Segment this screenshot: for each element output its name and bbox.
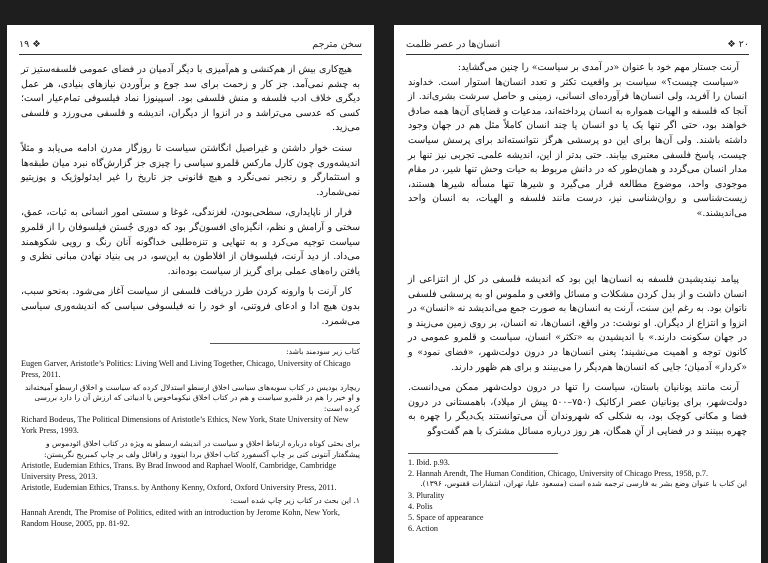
paragraph: آرنت جستار مهم خود با عنوان «در آمدی بر سیاست» را چنین می‌گشاید: (457, 62, 739, 73)
footnote-rule (408, 453, 558, 454)
page-number: ۱۹ ❖ (19, 39, 41, 50)
footnote: برای بحثی کوتاه درباره ارتباط اخلاق و سیاست در اندیشه ارسطو به ویژه در کتاب اخلاق ائودموس و پیشگفتار آنتونی کنی بر چاپ آکسفورد کتاب اخلاق بردا اینوود و رافائل ولف بر چاپ کمبریج نگریستن: (44, 439, 360, 459)
running-head: انسان‌ها در عصر ظلمت (406, 39, 501, 50)
header-rule (406, 54, 749, 55)
footnote: Hannah Arendt, The Promise of Politics, edited with an introduction by Jerome Kohn, New York, Random House, 2005, pp. 81-92. (21, 507, 340, 528)
footnotes (408, 457, 747, 534)
paragraph: هیچ‌کاری بیش از هم‌کنشی و هم‌آمیزی با دیگر آدمیان در فضای عمومی فلسفه‌ستیز تر به چشم نمی‌آمد. جز کار و زحمت برای سد جوع و برآوردن نیازهای بنیادی، هر عمل دیگری خلاف ادب فلسفه و منش فلسفی بود. اسپینوزا نماد فیلسوفی تمام‌عیار است؛ کسی که عدسی می‌تراشد و در انزوا از دیگران، اندیشه و فلسفی می‌ورزد و فلسفی می‌زید. (21, 64, 360, 134)
footnote: Richard Bodeus, The Political Dimensions of Aristotle’s Ethics, New York, State University of New York Press, 1993. (21, 415, 349, 435)
paragraph: پیامد نیندیشیدن فلسفه به انسان‌ها این بود که اندیشه فلسفی در کل از انتزاعی از انسان داشت و از بدل کردن مشکلات و مسائل واقعی و ملموس او به پرسشی فلسفی ناتوان بود. به رغم این سنت، آرنت به انسان‌ها به صورت جمع می‌اندیشد نه «انسان» در انزوا و انتزاع از دیگران. او نوشت: در واقع، انسان‌ها، نه انسان، بر روی زمین می‌زیند و در جهان سکونت دارند.» با اندیشیدن به «تکثر» انسان، سیاست و قلمرو عمومی در کانون توجه و اهمیت می‌نشیند؛ یعنی انسان‌ها در درون دولت‌شهر، «فضای نمود» و «کردار» آدمیان؛ جایی که انسان‌ها هم‌دیگر را می‌بینند و برای هم ظهور دارند. (408, 274, 747, 373)
footnote: Eugen Garver, Aristotle’s Politics: Living Well and Living Together, Chicago, University of Chicago Press, 2011. (21, 358, 351, 379)
page-header (19, 39, 362, 53)
footnote: 1. Ibid. p.93. (408, 458, 450, 467)
paragraph: کار آرنت با وارونه کردن طرز دریافت فلسفی از سیاست آغاز می‌شود. به‌نحو سبب، بدون هیچ ادا و ادعای فروتنی، او خود را نه فیلسوفی سیاسی که اندیشه‌وری سیاسی می‌شمرد. (21, 286, 360, 327)
footnote: Aristotle, Eudemian Ethics, Trans. By Brad Inwood and Raphael Woolf, Cambridge, Cambridge University Press, 2013. (21, 461, 337, 481)
page-number: ❖ ۲۰ (727, 39, 749, 50)
right-book-page (394, 25, 761, 563)
footnotes (21, 347, 360, 529)
footnote: ریچارد بودیس در کتاب سویه‌های سیاسی اخلاق ارسطو استدلال کرده که سیاست و اخلاق ارسطو آمیخته‌اند و او خیر را هم در قلمرو سیاست و هم در کتاب اخلاق نیکوماخوس یا ادبیاتی که ارزش آن را دارد بررسی کرده است: (24, 382, 360, 413)
page-header (406, 39, 749, 53)
footnote: ۱. این بحث در کتاب زیر چاپ شده است: (230, 496, 360, 505)
footnote: 6. Action (408, 523, 439, 533)
left-book-page (7, 25, 374, 563)
main-text (21, 63, 360, 329)
footnote: 5. Space of appearance (408, 512, 484, 522)
paragraph: آرنت مانند یونانیان باستان، سیاست را تنها در درون دولت‌شهر ممکن می‌دانست. دولت‌شهر، برای یونانیان عصر ارکائیک (۷۵۰–۵۰۰ پیش از میلاد)، باهمستانی در درون فضا و مکانی کوچک بود، به شکلی که شهروندان آن می‌توانستند یک‌دیگر را چهره به چهره ببینند و در فضایی از آنِ همگان، هر روز درباره مسائل مشترک با هم گفت‌وگو (408, 382, 747, 437)
footnote: 3. Plurality (408, 490, 445, 500)
main-text-continued (408, 273, 747, 440)
header-rule (19, 54, 362, 55)
footnote: این کتاب با عنوان وضع بشر به فارسی ترجمه شده است (مسعود علیا، تهران، انتشارات ققنوس، ۱۳۹۶). (420, 479, 747, 488)
footnote: 2. Hannah Arendt, The Human Condition, Chicago, University of Chicago Press, 1958, p.7. (408, 469, 709, 478)
footnote-rule (210, 343, 360, 344)
footnote: Aristotle, Eudemian Ethics, Trans.s. by Anthony Kenny, Oxford, Oxford University Press, 2011. (21, 483, 337, 492)
block-quote: «سیاست چیست؟» سیاست بر واقعیت تکثر و تعدد انسان‌ها استوار است. خداوند انسان را آفرید، ولی انسان‌ها فرآورده‌ای انسانی، زمینی و حاصل سرشت بشری‌اند. از آنجا که فلسفه و الهیات همواره به انسان پرداخته‌اند، مدعیات و قضایای آن‌ها همه صادق خواهند بود، حتی اگر تنها یک یا دو انسان یا چند انسان کاملاً مثل هم در جهان وجود داشته باشند. ولی آن‌ها برای این دو پرسشی هرگز نتوانسته‌اند برای پرسش سیاست چیست، پاسخ فلسفی معتبری بیابند. حتی بدتر از این، اندیشه علمی‌ـ تجربی نیز تنها بر مدار انسان می‌گردد و همان‌طور که در دانش مربوط به حیات وحش تنها شیر، در مقام موجودی واحد، موضوع مطالعه قرار می‌گیرد و شیرها تنها مسأله شیرها هستند، زیست‌شناسی و روان‌شناسی نیز، درست مانند فلسفه و الهیات، به انسان واحد می‌اندیشند.» (408, 76, 747, 219)
running-head: سخن مترجم (312, 39, 362, 50)
paragraph: سنت خوار داشتن و غیراصیل انگاشتن سیاست تا روزگار مدرن ادامه می‌یابد و مثلاً اندیشه‌وری چون کارل مارکس قلمرو سیاسی را چیزی جز گزارش‌گاه نبرد میان طبقه‌ها و استثمارگر و رنجبر نمی‌نگرد و هیچ قانونی جز تاریخ را غیر ایدئولوژیک و پوزیتیو نمی‌شمارد. (21, 142, 360, 198)
paragraph: فرار از ناپایداری، سطحی‌بودن، لغزندگی، غوغا و سستی امور انسانی به ثبات، عمق، سختی و آرامش و نظم، انگیزه‌ای افسون‌گر بود که دوری جُستن فیلسوفان را از قلمرو سیاست توجیه می‌کرد و به تنهایی و تنزه‌طلبی خداگونه آنان رنگ و رویی شکوهمند می‌داد. از دید آرنت، فیلسوفان از افلاطون به این‌سو، در پی بنیاد نهادن مبانی نظری و یافتن راه‌های عملی برای گریز از سیاست بوده‌اند. (21, 207, 360, 277)
main-text (408, 61, 747, 222)
footnote: 4. Polis (408, 501, 433, 511)
footnote: کتاب زیر سودمند باشد: (286, 347, 360, 356)
